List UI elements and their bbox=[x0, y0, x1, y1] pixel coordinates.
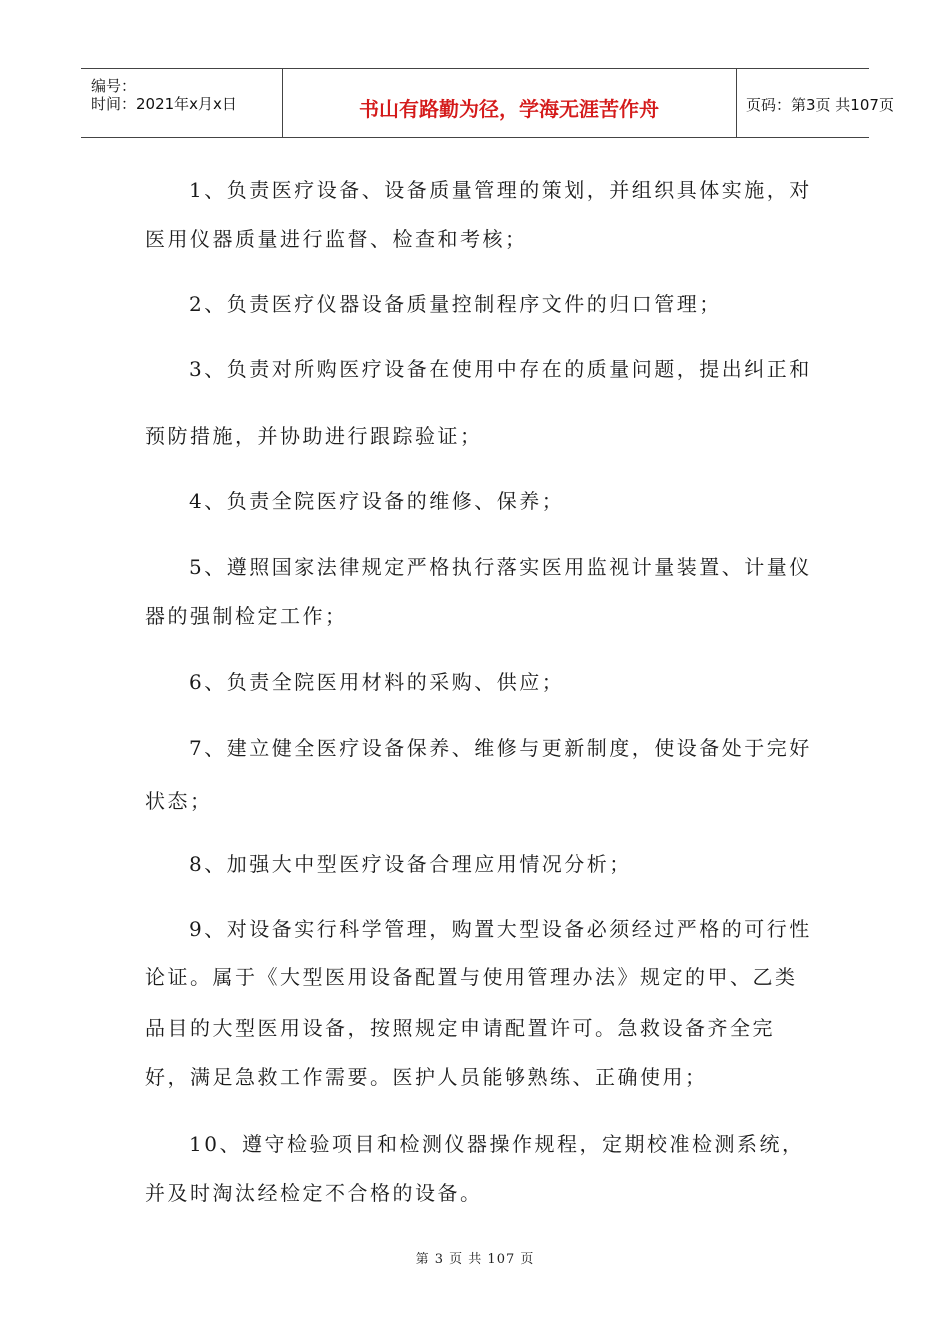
paragraph-line: 1、负责医疗设备、设备质量管理的策划，并组织具体实施，对 bbox=[189, 178, 812, 202]
paragraph-line: 5、遵照国家法律规定严格执行落实医用监视计量装置、计量仪 bbox=[189, 555, 812, 579]
paragraph-line: 器的强制检定工作； bbox=[145, 604, 348, 628]
header-page-info: 页码：第3页 共107页 bbox=[746, 96, 894, 114]
paragraph-line: 好，满足急救工作需要。医护人员能够熟练、正确使用； bbox=[145, 1065, 708, 1089]
document-header bbox=[81, 68, 894, 138]
paragraph-line: 论证。属于《大型医用设备配置与使用管理办法》规定的甲、乙类 bbox=[145, 965, 798, 989]
paragraph-line: 9、对设备实行科学管理，购置大型设备必须经过严格的可行性 bbox=[189, 917, 812, 941]
document-number-label: 编号： bbox=[91, 77, 137, 95]
paragraph-line: 3、负责对所购医疗设备在使用中存在的质量问题，提出纠正和 bbox=[189, 357, 812, 381]
header-motto-cell bbox=[282, 69, 737, 137]
paragraph-line: 2、负责医疗仪器设备质量控制程序文件的归口管理； bbox=[189, 292, 722, 316]
paragraph-line: 品目的大型医用设备，按照规定申请配置许可。急救设备齐全完 bbox=[145, 1016, 775, 1040]
page-footer: 第 3 页 共 107 页 bbox=[415, 1252, 535, 1267]
paragraph-line: 4、负责全院医疗设备的维修、保养； bbox=[189, 489, 565, 513]
document-date: 时间：2021年x月x日 bbox=[91, 95, 237, 113]
paragraph-line: 8、加强大中型医疗设备合理应用情况分析； bbox=[189, 852, 632, 876]
header-page-cell bbox=[736, 69, 894, 137]
paragraph-line: 6、负责全院医用材料的采购、供应； bbox=[189, 670, 565, 694]
paragraph-line: 预防措施，并协助进行跟踪验证； bbox=[145, 424, 483, 448]
paragraph-line: 10、遵守检验项目和检测仪器操作规程，定期校准检测系统， bbox=[189, 1132, 805, 1156]
header-motto: 书山有路勤为径，学海无涯苦作舟 bbox=[359, 97, 659, 121]
header-meta-cell bbox=[81, 69, 283, 137]
paragraph-line: 状态； bbox=[145, 789, 213, 813]
paragraph-line: 7、建立健全医疗设备保养、维修与更新制度，使设备处于完好 bbox=[189, 736, 812, 760]
paragraph-line: 医用仪器质量进行监督、检查和考核； bbox=[145, 227, 528, 251]
paragraph-line: 并及时淘汰经检定不合格的设备。 bbox=[145, 1181, 483, 1205]
